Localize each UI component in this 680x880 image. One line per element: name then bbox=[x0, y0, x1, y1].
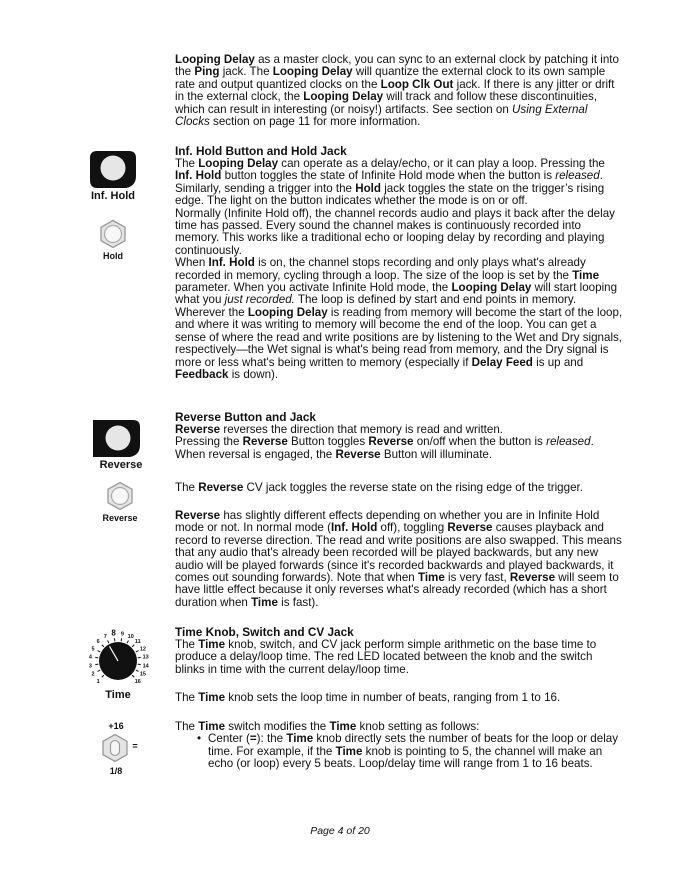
reverse-jack-icon bbox=[105, 481, 135, 511]
reverse-jack-figure bbox=[105, 481, 135, 511]
reverse-button-figure bbox=[92, 419, 142, 459]
hold-jack-label: Hold bbox=[103, 251, 123, 261]
reverse-jack-label: Reverse bbox=[102, 513, 138, 523]
knob-tick bbox=[98, 651, 101, 652]
bullet-text: Center (=): the Time knob directly sets the number of beats for the loop or delay time. For example, if the Time knob is pointing to 5, the channel will make an echo (or loop) every 5 beats. Loop/delay time will range from 1 to 16 beats. bbox=[208, 732, 619, 771]
knob-tick bbox=[136, 651, 139, 652]
inf-hold-heading: Inf. Hold Button and Hold Jack bbox=[175, 144, 347, 158]
inf-hold-paragraph-1: The Looping Delay can operate as a delay/echo, or it can play a loop. Pressing the Inf. Hold button toggles the state of Infinite Hold mode when the button is released. Similarly, sending a trigger into the Hold jack toggles the state on the trigger’s rising edge. The light on the button indicates whether the mode is on or off. bbox=[175, 157, 605, 208]
time-heading: Time Knob, Switch and CV Jack bbox=[175, 625, 354, 639]
time-switch-figure bbox=[100, 733, 130, 763]
knob-tick bbox=[102, 675, 104, 677]
knob-scale-label: 5 bbox=[91, 646, 95, 653]
bullet-symbol: • bbox=[197, 732, 202, 746]
knob-scale-label: 6 bbox=[96, 639, 100, 646]
knob-scale-label: 4 bbox=[88, 654, 92, 661]
inf-hold-paragraph-3: When Inf. Hold is on, the channel stops recording and only plays what's already recorded in memory, cycling through a loop. The size of the loop is set by the Time parameter. When you activate Infinite Hold mode, the Looping Delay will start looping what you just recorded. The loop is defined by start and end points in memory. Wherever the Looping Delay is reading from memory will become the start of the loop, and where it was writing to memory will become the end of the loop. You can get a sense of where the read and write positions are by listening to the Wet and Dry signals, respectively—the Wet signal is what's being read from memory, and the Dry signal is more or less what's being written to memory (especially if Delay Feed is up and Feedback is down). bbox=[175, 256, 623, 381]
knob-scale-label: 14 bbox=[142, 663, 149, 670]
time-switch-bottom-label: 1/8 bbox=[109, 766, 123, 776]
time-paragraph-3: The Time switch modifies the Time knob setting as follows: bbox=[175, 720, 480, 733]
inf-hold-button-label: Inf. Hold bbox=[91, 190, 135, 202]
knob-scale-label: 7 bbox=[103, 634, 107, 641]
knob-tick bbox=[132, 675, 134, 677]
time-knob-label: Time bbox=[105, 689, 131, 701]
page-number: Page 4 of 20 bbox=[310, 825, 370, 837]
knob-scale-label: 15 bbox=[139, 671, 147, 678]
knob-scale-label: 8 bbox=[111, 628, 116, 638]
reverse-button-icon bbox=[92, 419, 142, 459]
knob-scale-label: 11 bbox=[134, 639, 141, 646]
knob-scale-label: 3 bbox=[88, 663, 92, 670]
time-switch-center-label: = bbox=[132, 741, 138, 751]
knob-scale-label: 12 bbox=[139, 646, 147, 653]
knob-scale-label: 2 bbox=[91, 671, 95, 678]
time-knob-figure bbox=[80, 628, 156, 692]
reverse-paragraph-4: Reverse has slightly different effects depending on whether you are in Infinite Hold mode or not. In normal mode (Inf. Hold off), toggling Reverse causes playback and record to reverse direction. The read and write positions are also swapped. This means that any audio that's already been recorded will be played backwards, but any new audio will be played forwards (since it's recorded backwards and played backwards, it comes out sounding forwards). Note that when Time is very fast, Reverse will seem to have little effect because it only reverses what's already recorded (which has a short duration when Time is fast). bbox=[175, 509, 622, 609]
inf-hold-button-icon bbox=[88, 150, 138, 190]
time-paragraph-1: The Time knob, switch, and CV jack perform simple arithmetic on the base time to produce a delay/loop time. The red LED located between the knob and the switch blinks in time with the current delay/loop time. bbox=[175, 638, 597, 676]
reverse-paragraph-2: Pressing the Reverse Button toggles Reverse on/off when the button is released. When reversal is engaged, the Reverse Button will illuminate. bbox=[175, 435, 594, 461]
knob-scale-label: 16 bbox=[134, 678, 141, 685]
reverse-paragraph-3: The Reverse CV jack toggles the reverse state on the rising edge of the trigger. bbox=[175, 481, 583, 494]
knob-tick bbox=[98, 670, 101, 671]
knob-tick bbox=[127, 641, 128, 644]
knob-scale-label: 9 bbox=[120, 631, 124, 638]
toggle-switch-icon bbox=[100, 733, 130, 763]
intro-paragraph: Looping Delay as a master clock, you can sync to an external clock by patching it into the Ping jack. The Looping Delay will quantize the external clock to its own sample rate and output quantized clocks on the Loop Clk Out jack. If there is any jitter or drift in the external clock, the Looping Delay will track and follow these discontinuities, which can result in interesting (or noisy!) artifacts. See section on Using External Clocks section on page 11 for more information. bbox=[175, 53, 619, 129]
reverse-paragraph-1: Reverse reverses the direction that memory is read and written. bbox=[175, 423, 504, 436]
reverse-heading: Reverse Button and Jack bbox=[175, 410, 316, 424]
hold-jack-icon bbox=[98, 219, 128, 249]
knob-scale-label: 10 bbox=[127, 634, 134, 641]
time-switch-top-label: +16 bbox=[108, 721, 124, 731]
time-paragraph-2: The Time knob sets the loop time in number of beats, ranging from 1 to 16. bbox=[175, 691, 561, 704]
knob-scale-label: 1 bbox=[96, 678, 100, 685]
reverse-button-label: Reverse bbox=[99, 459, 143, 471]
list-item bbox=[175, 733, 625, 770]
knob-tick bbox=[108, 641, 109, 644]
inf-hold-paragraph-2: Normally (Infinite Hold off), the channel records audio and plays it back after the delay time has passed. Every sound the channel makes is continuously recorded into memory. This works like a traditional echo or looping delay by recording and playing continuously. bbox=[175, 206, 615, 257]
knob-scale-label: 13 bbox=[142, 654, 149, 661]
hold-jack-figure bbox=[98, 219, 128, 249]
inf-hold-button-figure bbox=[88, 150, 138, 190]
time-knob-icon bbox=[80, 628, 156, 692]
knob-tick bbox=[102, 645, 104, 647]
knob-tick bbox=[136, 670, 139, 671]
